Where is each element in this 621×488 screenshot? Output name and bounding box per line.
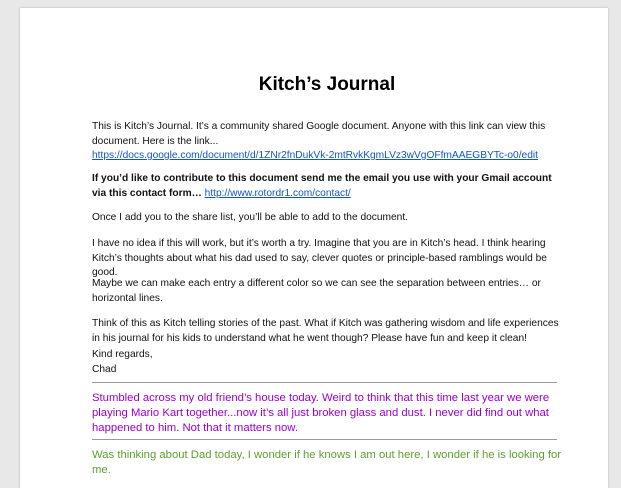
share-paragraph: Once I add you to the share list, you’ll be able to add to the document. [92, 212, 409, 223]
journal-entry-1: Stumbled across my old friend’s house today. Weird to think that this time last year we were playing Mario Kart together...now it’s all just broken glass and dust. I never did find out what happened to him. Not that it matters now. [92, 392, 550, 434]
contribute-paragraph [92, 172, 562, 201]
contribute-text: If you’d like to contribute to this document send me the email you use with your Gmail account via this contact form… [92, 173, 552, 199]
signature-text: Chad [92, 363, 117, 375]
color-paragraph: Maybe we can make each entry a different color so we can see the separation between entries… or horizontal lines. [92, 278, 541, 304]
document-page [20, 8, 608, 488]
entry-divider [92, 382, 557, 383]
signoff-paragraph [92, 348, 562, 377]
intro-paragraph [92, 120, 562, 164]
contact-form-link[interactable]: http://www.rotordr1.com/contact/ [204, 187, 351, 199]
idea-paragraph: I have no idea if this will work, but it’s worth a try. Imagine that you are in Kitch’s head. I think hearing Kitch’s thoughts about what his dad used to say, clever quotes or principle-based ramblings would be good. [92, 238, 547, 278]
signoff-text: Kind regards, [92, 349, 153, 360]
intro-text: This is Kitch’s Journal. It’s a community shared Google document. Anyone with this link can view this document. Here is the link... [92, 121, 546, 147]
google-doc-link[interactable]: https://docs.google.com/document/d/1ZNr2fnDukVk-2mtRvkKgmLVz3wVgOFfmAAEGBYTc-o0/edit [92, 150, 538, 161]
think-paragraph: Think of this as Kitch telling stories of the past. What if Kitch was gathering wisdom and life experiences in his journal for his kids to understand what he went though? Please have fun and keep it clean! [92, 318, 559, 344]
page-title: Kitch’s Journal [258, 74, 396, 95]
entry-divider [92, 439, 557, 440]
journal-entry-2: Was thinking about Dad today, I wonder if he knows I am out here, I wonder if he is looking for me. [92, 449, 562, 476]
